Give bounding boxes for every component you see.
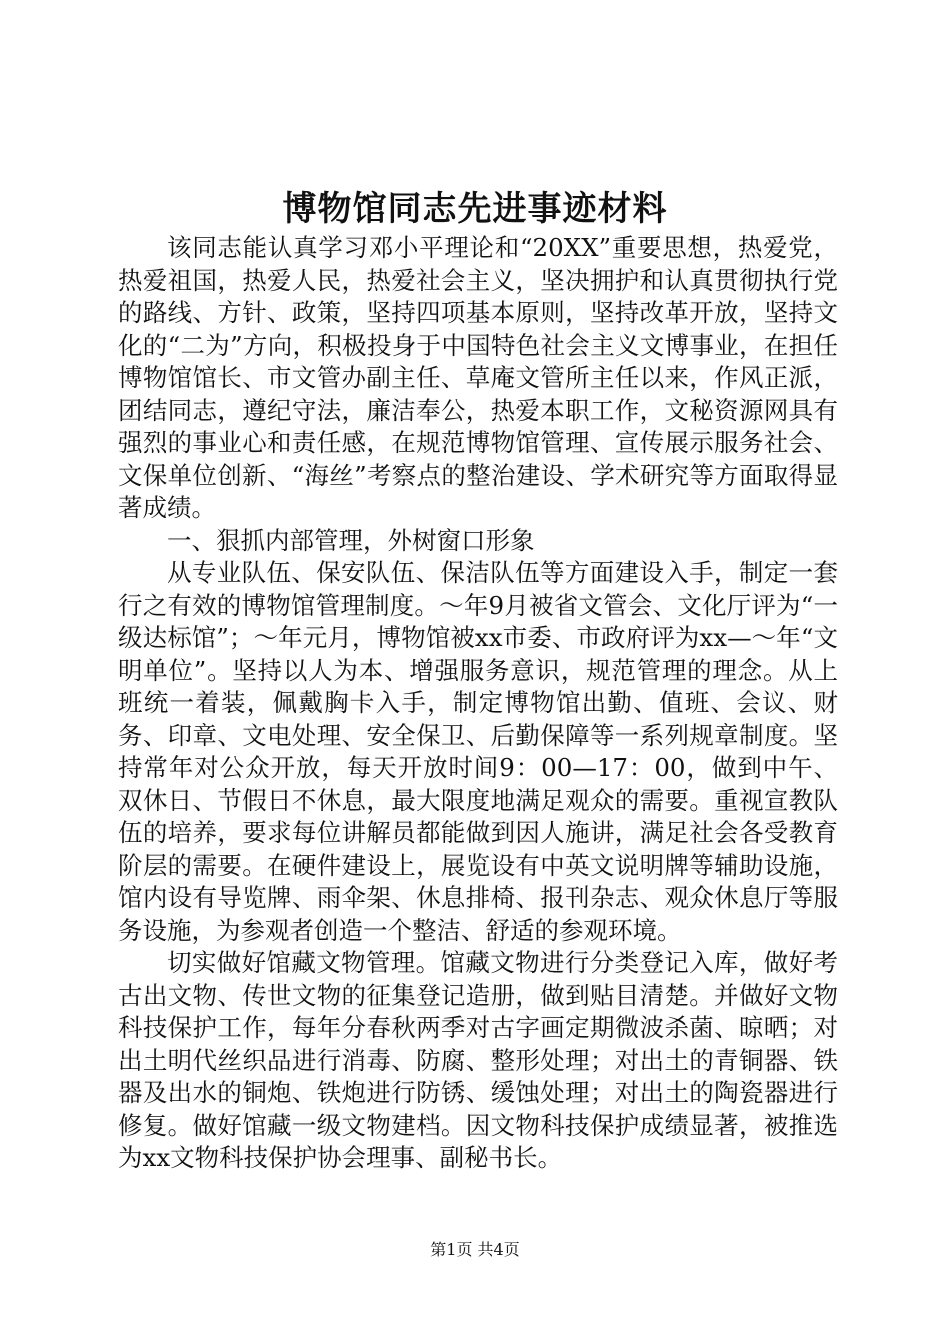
paragraph-management: 从专业队伍、保安队伍、保洁队伍等方面建设入手，制定一套行之有效的博物馆管理制度。～年9月被省文管会、文化厅评为“一级达标馆”；～年元月，博物馆被xx市委、市政府评为xx—～年“文明单位”。坚持以人为本、增强服务意识，规范管理的理念。从上班统一着装，佩戴胸卡入手，制定博物馆出勤、值班、会议、财务、印章、文电处理、安全保卫、后勤保障等一系列规章制度。坚持常年对公众开放，每天开放时间9：00—17：00，做到中午、双休日、节假日不休息，最大限度地满足观众的需要。重视宣教队伍的培养，要求每位讲解员都能做到因人施讲，满足社会各受教育阶层的需要。在硬件建设上，展览设有中英文说明牌等辅助设施，馆内设有导览牌、雨伞架、休息排椅、报刊杂志、观众休息厅等服务设施，为参观者创造一个整洁、舒适的参观环境。	[118, 558, 838, 945]
paragraph-collection: 切实做好馆藏文物管理。馆藏文物进行分类登记入库，做好考古出文物、传世文物的征集登记造册，做到贴目清楚。并做好文物科技保护工作，每年分春秋两季对古字画定期微波杀菌、晾晒；对出土明代丝织品进行消毒、防腐、整形处理；对出土的青铜器、铁器及出水的铜炮、铁炮进行防锈、缓蚀处理；对出土的陶瓷器进行修复。做好馆藏一级文物建档。因文物科技保护成绩显著，被推选为xx文物科技保护协会理事、副秘书长。	[118, 948, 838, 1172]
document-title: 博物馆同志先进事迹材料	[282, 189, 668, 229]
page-footer: 第1页 共4页	[430, 1240, 520, 1259]
document-body	[118, 232, 838, 1175]
paragraph-intro: 该同志能认真学习邓小平理论和“20XX”重要思想，热爱党，热爱祖国，热爱人民，热爱社会主义，坚决拥护和认真贯彻执行党的路线、方针、政策，坚持四项基本原则，坚持改革开放，坚持文化的“二为”方向，积极投身于中国特色社会主义文博事业，在担任博物馆馆长、市文管办副主任、草庵文管所主任以来，作风正派，团结同志，遵纪守法，廉洁奉公，热爱本职工作，文秘资源网具有强烈的事业心和责任感，在规范博物馆管理、宣传展示服务社会、文保单位创新、“海丝”考察点的整治建设、学术研究等方面取得显著成绩。	[118, 233, 838, 522]
section-heading: 一、狠抓内部管理，外树窗口形象	[167, 525, 535, 555]
